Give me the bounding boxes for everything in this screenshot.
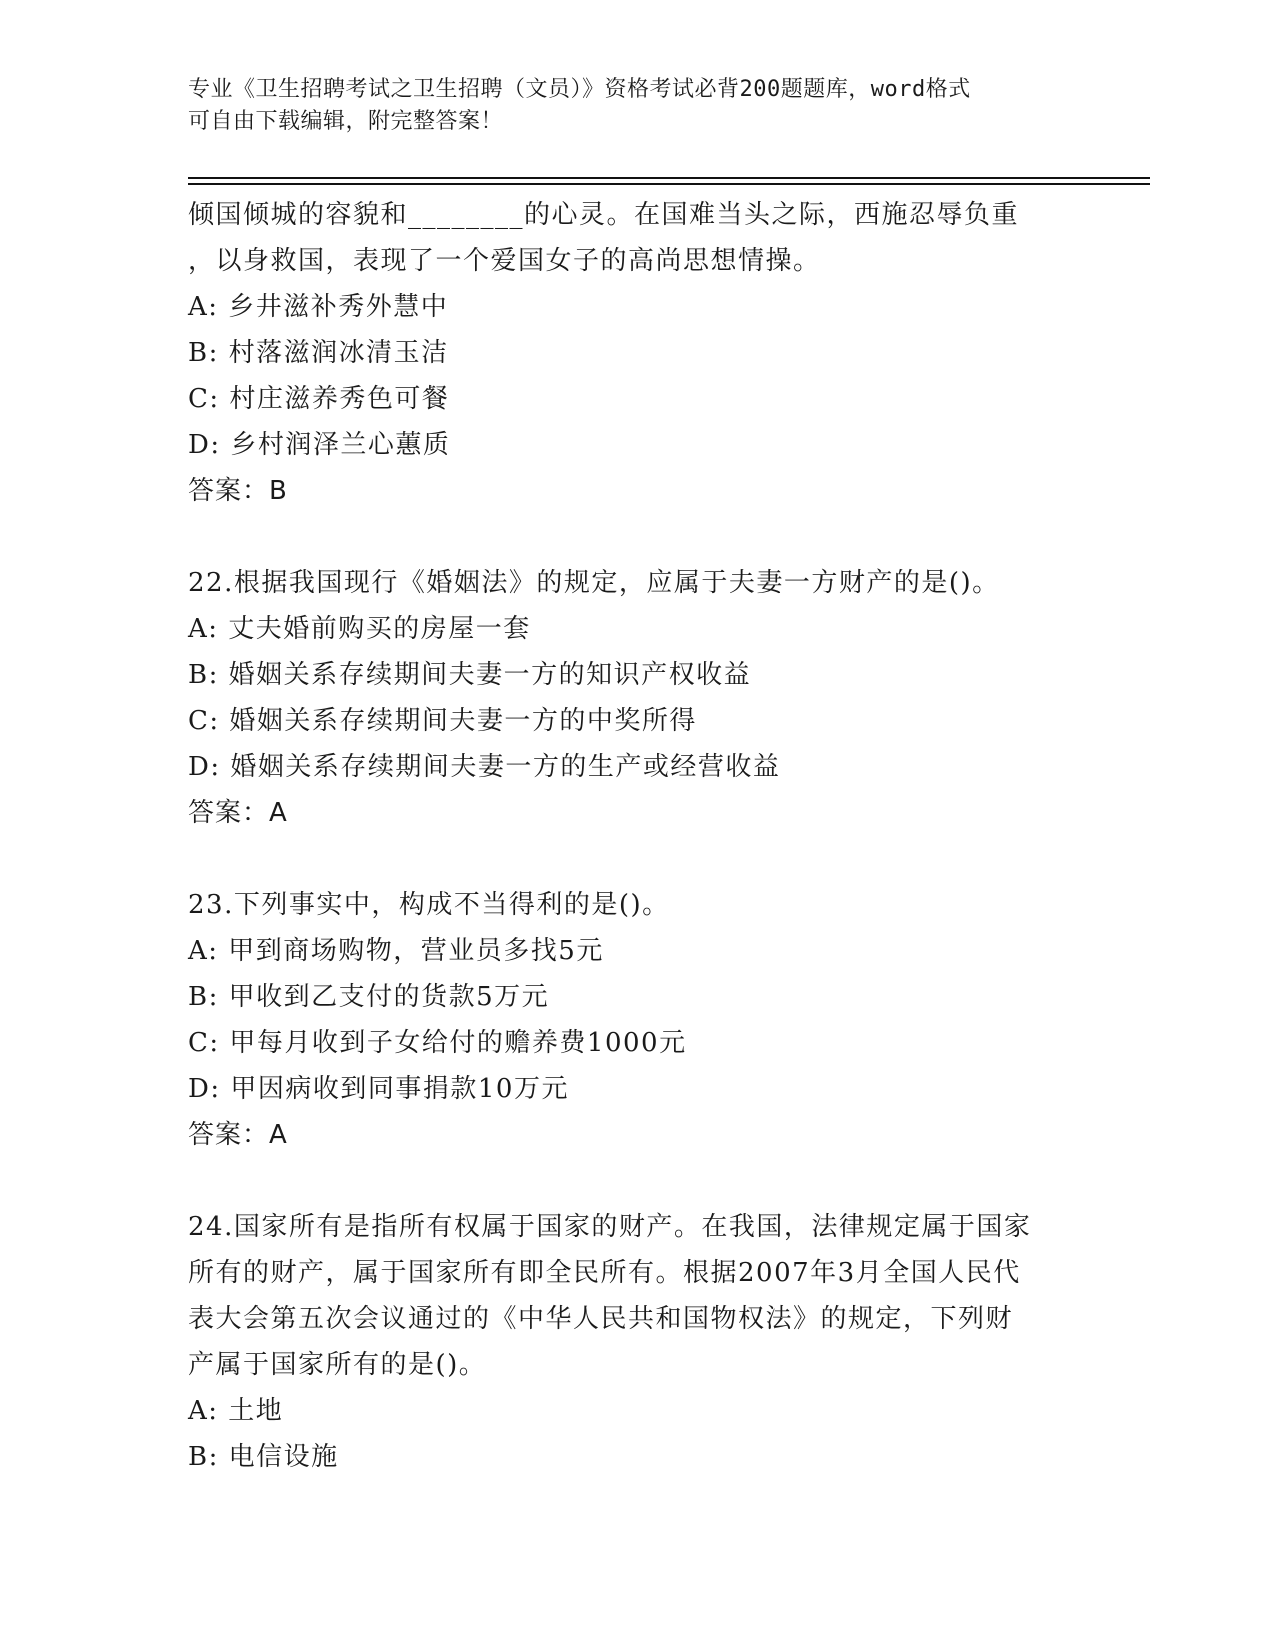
question-text-line: 23.下列事实中，构成不当得利的是()。 [188,890,670,920]
question-22 [188,560,1088,836]
question-23 [188,882,1088,1158]
option-d: D: 甲因病收到同事捐款10万元 [188,1074,569,1104]
answer-line: 答案：A [188,798,288,828]
option-d: D: 乡村润泽兰心蕙质 [188,430,451,460]
answer-line: 答案：A [188,1120,288,1150]
option-a: A: 土地 [188,1396,284,1426]
header-line-1: 专业《卫生招聘考试之卫生招聘（文员）》资格考试必背200题题库，word格式 [188,77,971,102]
question-content [188,192,1088,1480]
question-text-line: 所有的财产，属于国家所有即全民所有。根据2007年3月全国人民代 [188,1258,1021,1288]
option-a: A: 甲到商场购物，营业员多找5元 [188,936,604,966]
option-a: A: 乡井滋补秀外慧中 [188,292,449,322]
header-line-2: 可自由下载编辑，附完整答案！ [188,109,504,134]
option-c: C: 甲每月收到子女给付的赡养费1000元 [188,1028,687,1058]
spacer [188,1158,1088,1204]
question-text-line: 产属于国家所有的是()。 [188,1350,487,1380]
question-text-line: 22.根据我国现行《婚姻法》的规定，应属于夫妻一方财产的是()。 [188,568,1000,598]
question-24 [188,1204,1088,1480]
option-c: C: 村庄滋养秀色可餐 [188,384,450,414]
question-text-line: 倾国倾城的容貌和________的心灵。在国难当头之际，西施忍辱负重 [188,200,1020,230]
header-divider-top [188,177,1150,179]
option-c: C: 婚姻关系存续期间夫妻一方的中奖所得 [188,706,697,736]
option-b: B: 电信设施 [188,1442,339,1472]
question-text-line: 表大会第五次会议通过的《中华人民共和国物权法》的规定，下列财 [188,1304,1014,1334]
question-21 [188,192,1088,514]
option-b: B: 婚姻关系存续期间夫妻一方的知识产权收益 [188,660,752,690]
option-a: A: 丈夫婚前购买的房屋一套 [188,614,531,644]
option-b: B: 村落滋润冰清玉洁 [188,338,449,368]
answer-line: 答案：B [188,476,288,506]
question-text-line: 24.国家所有是指所有权属于国家的财产。在我国，法律规定属于国家 [188,1212,1032,1242]
option-b: B: 甲收到乙支付的货款5万元 [188,982,550,1012]
spacer [188,514,1088,560]
document-header [188,74,1088,138]
question-text-line: ，以身救国，表现了一个爱国女子的高尚思想情操。 [188,246,821,276]
spacer [188,836,1088,882]
option-d: D: 婚姻关系存续期间夫妻一方的生产或经营收益 [188,752,781,782]
header-divider-bottom [188,183,1150,185]
